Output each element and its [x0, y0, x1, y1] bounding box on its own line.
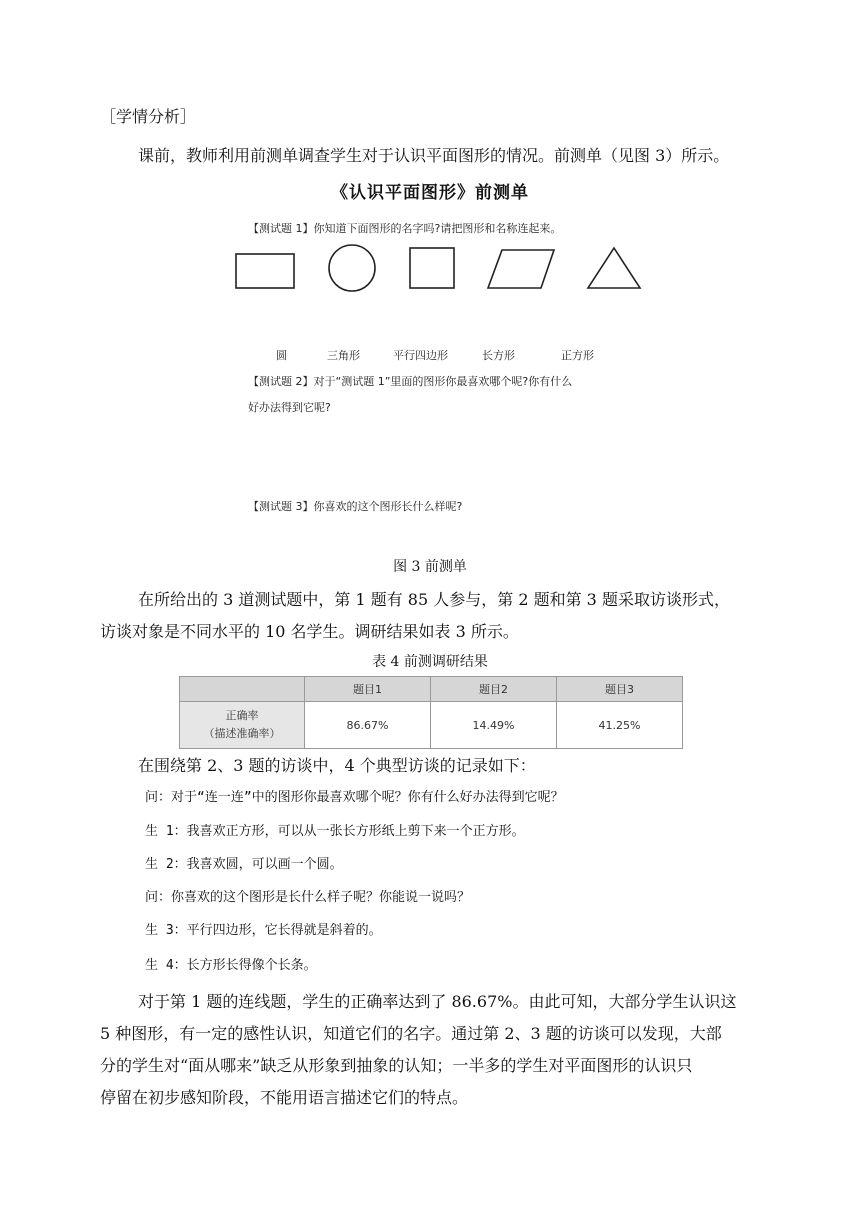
paragraph-2-line-1: 在所给出的 3 道测试题中，第 1 题有 85 人参与，第 2 题和第 3 题采取访谈形式，	[138, 590, 730, 609]
dialogue-line: 生 3：平行四边形，它长得就是斜着的。	[145, 923, 382, 938]
table-header-cell	[180, 677, 305, 702]
table-caption: 表 4 前测调研结果	[372, 654, 488, 670]
table-header-cell: 题目2	[431, 677, 557, 702]
worksheet-question-3: 【测试题 3】你喜欢的这个图形长什么样呢?	[248, 500, 463, 513]
conclusion-line-3: 分的学生对“面从哪来”缺乏从形象到抽象的认知；一半多的学生对平面图形的认识只	[100, 1056, 693, 1075]
results-table	[179, 676, 683, 749]
row-label-line-2: （描述准确率）	[203, 727, 281, 740]
row-label-line-1: 正确率	[225, 709, 259, 722]
conclusion-line-2: 5 种图形，有一定的感性认识，知道它们的名字。通过第 2、3 题的访谈可以发现，大部	[100, 1024, 722, 1043]
dialogue-line: 问：你喜欢的这个图形是长什么样子呢？你能说一说吗？	[145, 890, 471, 905]
table-row-label	[180, 702, 305, 749]
dialogue-line: 生 2：我喜欢圆，可以画一个圆。	[145, 857, 343, 872]
table-header-cell: 题目1	[305, 677, 431, 702]
section-heading: ［学情分析］	[100, 107, 197, 126]
worksheet-question-2: 【测试题 2】对于“测试题 1”里面的图形你最喜欢哪个呢?你有什么	[248, 375, 573, 388]
table-cell: 41.25%	[557, 702, 683, 749]
table-row	[180, 702, 683, 749]
parallelogram-shape	[488, 250, 554, 288]
rectangle-shape	[236, 254, 294, 288]
shape-name-parallelogram: 平行四边形	[393, 349, 448, 362]
paragraph-2-line-2: 访谈对象是不同水平的 10 名学生。调研结果如表 3 所示。	[100, 622, 519, 641]
table-header-cell: 题目3	[557, 677, 683, 702]
shape-name-circle: 圆	[276, 349, 287, 362]
dialogue-line: 问：对于“连一连”中的图形你最喜欢哪个呢？你有什么好办法得到它呢？	[145, 790, 564, 805]
shape-name-square: 正方形	[561, 349, 594, 362]
intro-paragraph: 课前，教师利用前测单调查学生对于认识平面图形的情况。前测单（见图 3）所示。	[138, 146, 730, 165]
table-cell: 14.49%	[431, 702, 557, 749]
table-header-row	[180, 677, 683, 702]
square-shape	[410, 248, 454, 288]
conclusion-line-1: 对于第 1 题的连线题，学生的正确率达到了 86.67%。由此可知，大部分学生认识这	[138, 992, 737, 1011]
table-cell: 86.67%	[305, 702, 431, 749]
conclusion-line-4: 停留在初步感知阶段，不能用语言描述它们的特点。	[100, 1088, 469, 1107]
worksheet-question-1: 【测试题 1】你知道下面图形的名字吗?请把图形和名称连起来。	[248, 222, 562, 235]
figure-caption: 图 3 前测单	[393, 559, 467, 575]
worksheet-title: 《认识平面图形》前测单	[331, 183, 529, 203]
circle-shape	[329, 245, 375, 291]
shape-name-rectangle: 长方形	[482, 349, 515, 362]
shapes-figure	[225, 240, 655, 300]
shape-name-triangle: 三角形	[327, 349, 360, 362]
dialogue-line: 生 4：长方形长得像个长条。	[145, 958, 317, 973]
dialogue-line: 生 1：我喜欢正方形，可以从一张长方形纸上剪下来一个正方形。	[145, 824, 525, 839]
triangle-shape	[588, 248, 640, 288]
worksheet-question-2-cont: 好办法得到它呢?	[248, 401, 331, 414]
paragraph-3: 在围绕第 2、3 题的访谈中，4 个典型访谈的记录如下：	[138, 756, 536, 775]
